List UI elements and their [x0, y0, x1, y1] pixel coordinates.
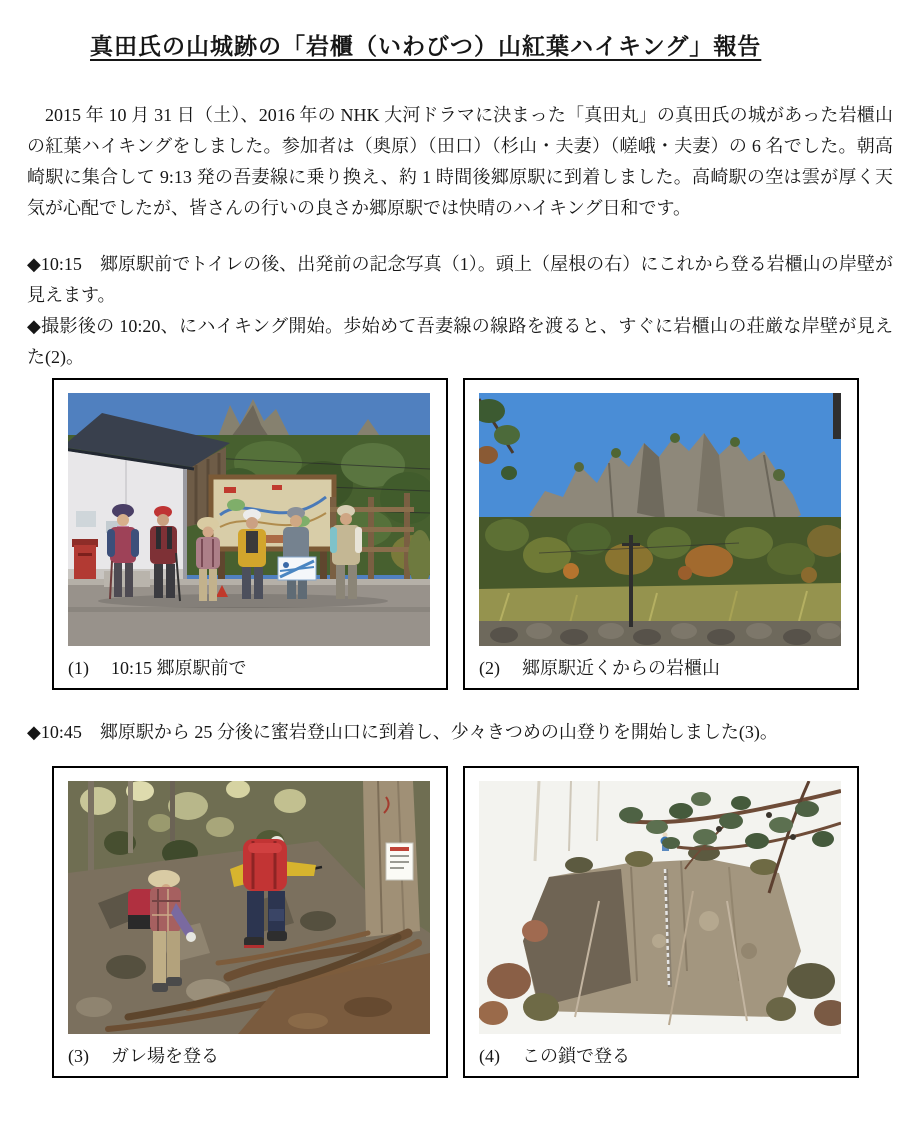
photo-caption-1 [68, 655, 438, 681]
caption-text: 10:15 郷原駅前で [111, 658, 247, 678]
photo-3-illustration [68, 781, 430, 1034]
photo-caption-4 [479, 1043, 849, 1069]
stone-wall [479, 621, 841, 646]
page-title: 真田氏の山城跡の「岩櫃（いわびつ）山紅葉ハイキング」報告 [90, 33, 762, 59]
tree-trunk-with-sign [363, 781, 420, 937]
bullet-item-3: ◆10:45 郷原駅から 25 分後に蜜岩登山口に到着し、少々きつめの山登りを開始しました(3)。 [27, 722, 778, 742]
photo-station-group [68, 393, 430, 646]
photo-frame-1 [52, 378, 448, 690]
autumn-forest [479, 517, 841, 593]
caption-text: ガレ場を登る [111, 1046, 219, 1066]
photo-caption-2 [479, 655, 849, 681]
photo-2-illustration [479, 393, 841, 646]
bullet-item-1: ◆10:15 郷原駅前でトイレの後、出発前の記念写真（1）。頭上（屋根の右）にこれから登る岩櫃山の岸壁が見えます。 [27, 254, 893, 305]
photo-mountain-view [479, 393, 841, 646]
photo-frame-3 [52, 766, 448, 1078]
photo-scree-climb [68, 781, 430, 1034]
photo-frame-2 [463, 378, 859, 690]
caption-text: 郷原駅近くからの岩櫃山 [522, 658, 720, 678]
bullet-item-2: ◆撮影後の 10:20、にハイキング開始。歩始めて吾妻線の線路を渡ると、すぐに岩櫃山の荘厳な岸壁が見えた(2)。 [27, 316, 893, 367]
photo-4-illustration [479, 781, 841, 1034]
intro-paragraph: 2015 年 10 月 31 日（土）、2016 年の NHK 大河ドラマに決まった「真田丸」の真田氏の城があった岩櫃山の紅葉ハイキングをしました。参加者は（奥原）（田口）（杉山・夫妻）（嵯峨・夫妻）の 6 名でした。朝高崎駅に集合して 9:13 発の吾妻線に乗り換え、約 1 時間後郷原駅に到着しました。高崎駅の空は雲が厚く天気が心配でしたが、皆さんの行いの良さか郷原駅では快晴のハイキング日和です。 [27, 105, 893, 218]
caption-number: (2) [479, 658, 500, 678]
caption-number: (4) [479, 1046, 500, 1066]
photo-chain-climb [479, 781, 841, 1034]
caption-number: (1) [68, 658, 89, 678]
postbox [72, 539, 98, 585]
caption-text: この鎖で登る [522, 1046, 630, 1066]
photo-frame-4 [463, 766, 859, 1078]
caption-number: (3) [68, 1046, 89, 1066]
photo-caption-3 [68, 1043, 438, 1069]
photo-1-illustration [68, 393, 430, 646]
